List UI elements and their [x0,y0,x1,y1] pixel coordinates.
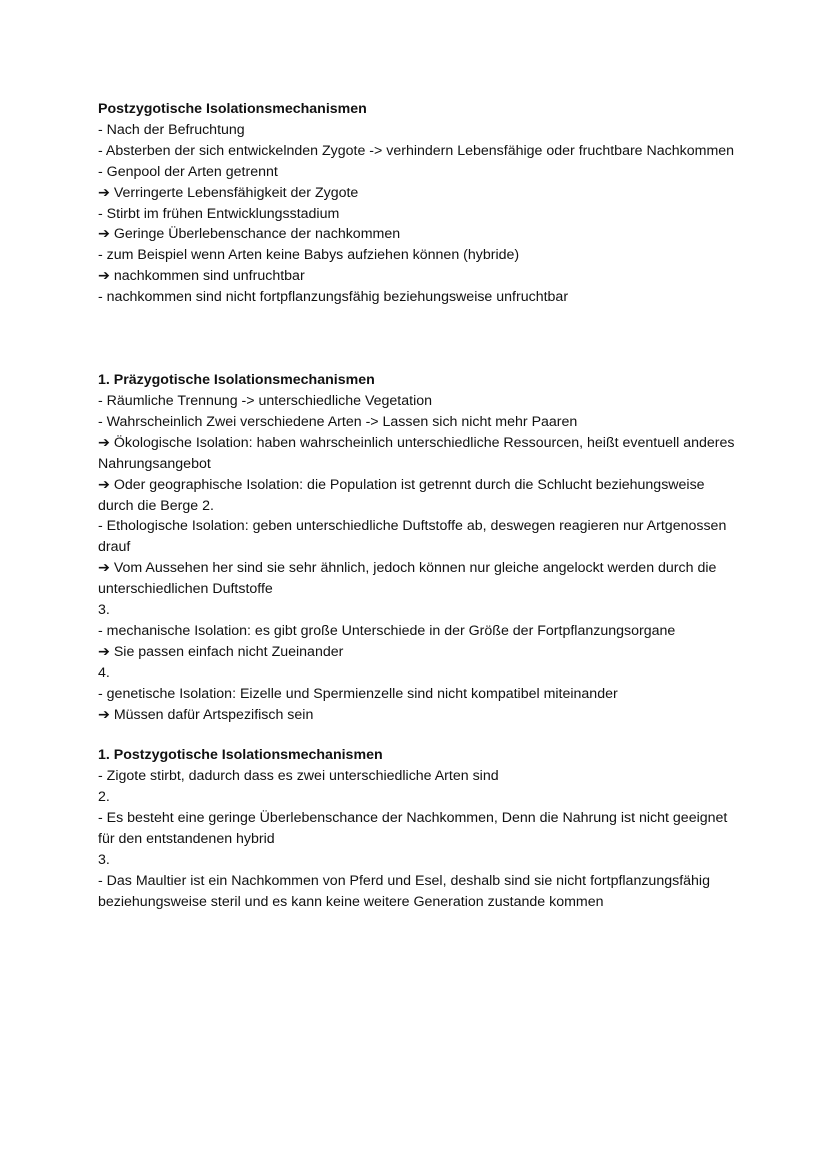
text-line: ➔ Geringe Überlebenschance der nachkommen [98,226,401,243]
text-line: 3. [98,852,110,868]
text-line: - mechanische Isolation: es gibt große Unterschiede in der Größe der Fortpflanzungsorgane [98,622,676,639]
text-line: 3. [98,602,110,619]
text-line: - Genpool der Arten getrennt [98,163,278,180]
text-line: ➔ Müssen dafür Artspezifisch sein [98,706,314,723]
text-line: - Ethologische Isolation: geben unterschiedliche Duftstoffe ab, deswegen reagieren nur Artgenossen drauf [98,518,727,556]
text-line: ➔ Sie passen einfach nicht Zueinander [98,643,344,660]
text-line: - Das Maultier ist ein Nachkommen von Pferd und Esel, deshalb sind sie nicht fortpflanzungsfähig beziehungsweise steril und es kann keine weitere Generation zustande kommen [98,872,710,910]
text-line: - zum Beispiel wenn Arten keine Babys aufziehen können (hybride) [98,247,520,264]
section-spacer [98,308,738,370]
section-heading: 1. Präzygotische Isolationsmechanismen [98,372,375,389]
section-postzygotic-overview [98,99,738,308]
text-line: ➔ Oder geographische Isolation: die Population ist getrennt durch die Schlucht beziehungsweise durch die Berge 2. [98,476,705,514]
text-line: - Es besteht eine geringe Überlebenschance der Nachkommen, Denn die Nahrung ist nicht geeignet für den entstandenen hybrid [98,810,728,848]
text-line: ➔ Ökologische Isolation: haben wahrscheinlich unterschiedliche Ressourcen, heißt eventuell anderes Nahrungsangebot [98,434,735,472]
text-line: - Räumliche Trennung -> unterschiedliche Vegetation [98,392,433,409]
text-line: - Wahrscheinlich Zwei verschiedene Arten -> Lassen sich nicht mehr Paaren [98,413,578,430]
document-page [98,99,738,913]
text-line: - Absterben der sich entwickelnden Zygote -> verhindern Lebensfähige oder fruchtbare Nachkommen [98,142,735,159]
section-postzygotic-examples [98,745,738,912]
text-line: - Nach der Befruchtung [98,121,245,138]
text-line: 4. [98,664,110,681]
section-prezygotic [98,370,738,725]
text-line: ➔ nachkommen sind unfruchtbar [98,268,305,285]
text-line: 2. [98,789,110,806]
text-line: - genetische Isolation: Eizelle und Spermienzelle sind nicht kompatibel miteinander [98,685,618,702]
section-spacer [98,725,738,745]
section-heading: 1. Postzygotische Isolationsmechanismen [98,747,383,764]
section-heading: Postzygotische Isolationsmechanismen [98,101,367,117]
text-line: - Stirbt im frühen Entwicklungsstadium [98,205,340,222]
text-line: - nachkommen sind nicht fortpflanzungsfähig beziehungsweise unfruchtbar [98,289,569,306]
text-line: ➔ Vom Aussehen her sind sie sehr ähnlich, jedoch können nur gleiche angelockt werden durch die unterschiedlichen Duftstoffe [98,560,717,598]
text-line: - Zigote stirbt, dadurch dass es zwei unterschiedliche Arten sind [98,768,499,785]
text-line: ➔ Verringerte Lebensfähigkeit der Zygote [98,184,359,201]
